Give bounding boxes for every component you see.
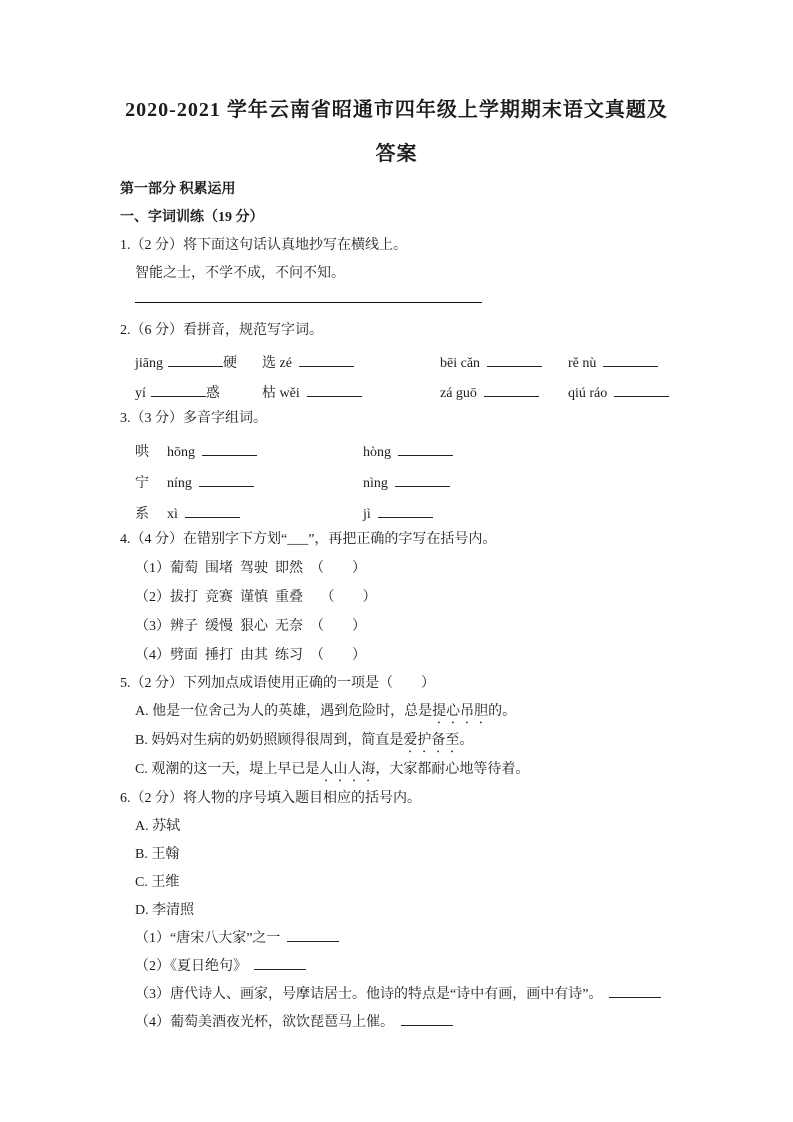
- q3-cell: [363, 441, 703, 464]
- q6-blank[interactable]: [287, 928, 339, 942]
- q2-cell: [135, 383, 262, 405]
- pinyin-label: yí: [135, 386, 146, 401]
- q6-blank[interactable]: [401, 1012, 453, 1026]
- pinyin-label: 枯 wěi: [262, 386, 300, 401]
- option-text: B. 妈妈对生病的奶奶照顾得很周到，简直是: [135, 733, 404, 748]
- q2-blank[interactable]: [484, 383, 539, 397]
- q3-cell: [363, 503, 703, 526]
- q3-cell: [363, 472, 703, 495]
- q6-stem: 6.（2 分）将人物的序号填入题目相应的括号内。: [120, 791, 421, 806]
- q6-blank[interactable]: [609, 984, 661, 998]
- option-text: 。: [459, 733, 474, 748]
- q1-answer-line[interactable]: [135, 298, 482, 303]
- q5-option-a[interactable]: [120, 698, 703, 727]
- exam-content: [120, 176, 703, 1037]
- q6-person-a: A. 苏轼: [135, 819, 181, 834]
- q4-answer-bracket[interactable]: （ ）: [317, 619, 366, 634]
- q2-cell: [262, 383, 440, 405]
- q2-row-2: [120, 375, 703, 405]
- q2-cell: [440, 383, 568, 405]
- q6-item: [120, 925, 703, 953]
- q6-person-c: C. 王维: [135, 875, 180, 890]
- q2-cell: [568, 383, 703, 405]
- polyphone-char: 系: [135, 507, 149, 522]
- char-label: 硬: [223, 356, 237, 371]
- q6-item: [120, 1009, 703, 1037]
- pinyin-label: hòng: [363, 445, 391, 460]
- char-label: 惑: [205, 386, 220, 401]
- pinyin-label: níng: [167, 476, 192, 491]
- q5-option-b[interactable]: [120, 727, 703, 756]
- q6-item-text: （3）唐代诗人、画家，号摩诘居士。他诗的特点是“诗中有画，画中有诗”。: [135, 987, 603, 1002]
- q6-person-d: D. 李清照: [135, 903, 195, 918]
- q4-answer-bracket[interactable]: （ ）: [317, 648, 366, 663]
- q2-blank[interactable]: [151, 383, 206, 397]
- q2-blank[interactable]: [168, 353, 223, 367]
- pinyin-label: jiāng: [135, 356, 163, 371]
- q4-answer-bracket[interactable]: （ ）: [317, 561, 366, 576]
- q4-item: [120, 641, 703, 670]
- q3-row: [120, 495, 703, 526]
- q3-stem: 3.（3 分）多音字组词。: [120, 411, 267, 426]
- option-text: 的。: [488, 704, 517, 719]
- emphasized-idiom: 提心吊胆: [432, 704, 489, 719]
- q4-answer-bracket[interactable]: （ ）: [320, 590, 377, 605]
- option-text: A. 他是一位舍己为人的英雄，遇到危险时，总是: [135, 704, 433, 719]
- option-text: C. 观潮的这一天，堤上早已是: [135, 762, 320, 777]
- q3-blank[interactable]: [185, 504, 240, 518]
- q2-stem: 2.（6 分）看拼音，规范写字词。: [120, 323, 323, 338]
- pinyin-label: xì: [167, 507, 178, 522]
- pinyin-label: nìng: [363, 476, 388, 491]
- q6-item-text: （4）葡萄美酒夜光杯，欲饮琵琶马上催。: [135, 1015, 394, 1030]
- pinyin-label: 选 zé: [262, 356, 292, 371]
- q6-blank[interactable]: [254, 956, 306, 970]
- exam-title-line2: 答案: [375, 143, 418, 165]
- unit-heading: 一、字词训练（19 分）: [120, 210, 264, 225]
- pinyin-label: jì: [363, 507, 371, 522]
- word-group: （2）拔打 竞赛 谨慎 重叠: [135, 590, 303, 605]
- q6-item-text: （1）“唐宋八大家”之一: [135, 931, 281, 946]
- pinyin-label: hōng: [167, 445, 195, 460]
- emphasized-idiom: 爱护备至: [403, 733, 460, 748]
- q6-item: [120, 953, 703, 981]
- q3-row: [120, 433, 703, 464]
- q2-cell: [262, 353, 440, 375]
- q4-item: [120, 554, 703, 583]
- q3-blank[interactable]: [199, 473, 254, 487]
- q4-item: [120, 583, 703, 612]
- q3-blank[interactable]: [378, 504, 433, 518]
- q4-stem: 4.（4 分）在错别字下方划“___”，再把正确的字写在括号内。: [120, 532, 497, 547]
- q3-cell: [167, 472, 363, 495]
- q1-sentence: 智能之士，不学不成，不问不知。: [135, 266, 345, 281]
- q3-cell: [167, 441, 363, 464]
- q2-blank[interactable]: [307, 383, 362, 397]
- q2-blank[interactable]: [487, 353, 542, 367]
- pinyin-label: zá guō: [440, 386, 477, 401]
- q3-blank[interactable]: [202, 442, 257, 456]
- q6-item: [120, 981, 703, 1009]
- q2-row-1: [120, 345, 703, 375]
- q2-blank[interactable]: [614, 383, 669, 397]
- polyphone-char: 哄: [135, 445, 149, 460]
- q2-cell: [568, 353, 703, 375]
- q5-stem: 5.（2 分）下列加点成语使用正确的一项是（ ）: [120, 676, 435, 691]
- pinyin-label: qiú ráo: [568, 386, 608, 401]
- word-group: （3）辨子 缓慢 狠心 无奈: [135, 619, 303, 634]
- q2-blank[interactable]: [603, 353, 658, 367]
- exam-title: [105, 88, 688, 176]
- q6-item-text: （2）《夏日绝句》: [135, 959, 247, 974]
- exam-title-line1: 2020-2021 学年云南省昭通市四年级上学期期末语文真题及: [125, 99, 668, 121]
- q1-stem: 1.（2 分）将下面这句话认真地抄写在横线上。: [120, 238, 407, 253]
- q2-cell: [440, 353, 568, 375]
- polyphone-char: 宁: [135, 476, 149, 491]
- q3-blank[interactable]: [395, 473, 450, 487]
- pinyin-label: bēi cǎn: [440, 356, 481, 371]
- q2-blank[interactable]: [299, 353, 354, 367]
- word-group: （4）劈面 捶打 由其 练习: [135, 648, 303, 663]
- q3-blank[interactable]: [398, 442, 453, 456]
- part-heading: 第一部分 积累运用: [120, 182, 236, 197]
- q6-person-b: B. 王翰: [135, 847, 180, 862]
- q5-option-c[interactable]: [120, 756, 703, 785]
- q3-cell: [167, 503, 363, 526]
- emphasized-idiom: 人山人海: [319, 762, 376, 777]
- pinyin-label: rě nù: [568, 356, 597, 371]
- q4-item: [120, 612, 703, 641]
- word-group: （1）葡萄 围堵 驾驶 即然: [135, 561, 303, 576]
- option-text: ，大家都耐心地等待着。: [375, 762, 530, 777]
- q3-row: [120, 464, 703, 495]
- q2-cell: [135, 353, 262, 375]
